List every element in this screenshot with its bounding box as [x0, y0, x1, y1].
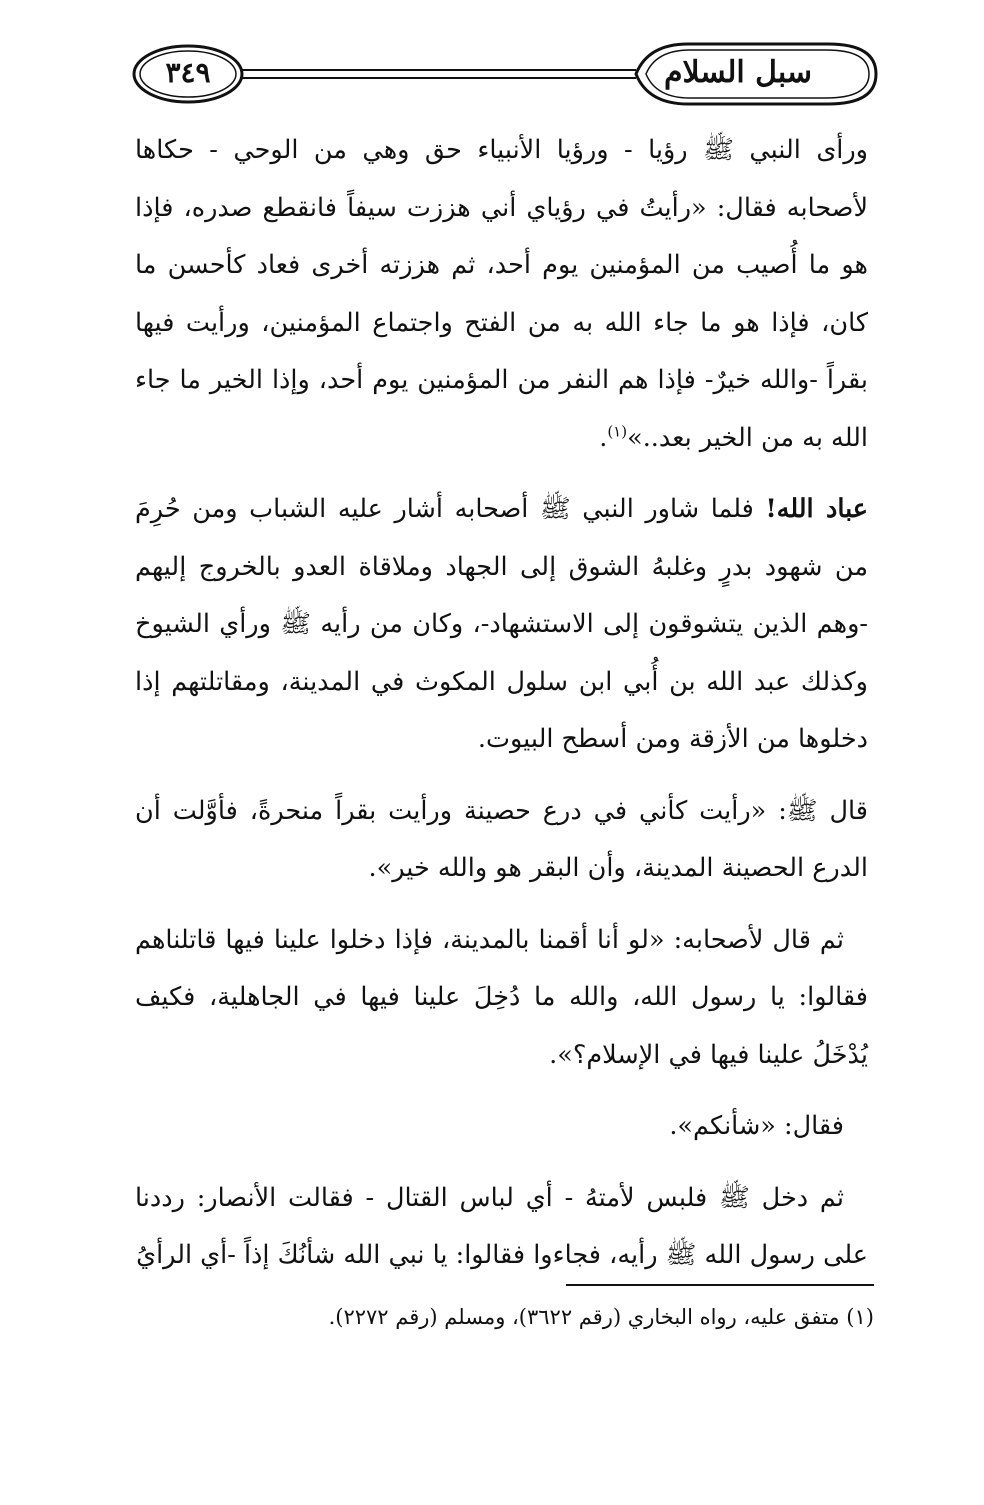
page-header	[128, 38, 880, 110]
paragraph	[135, 122, 868, 467]
paragraph	[135, 1170, 868, 1285]
paragraph-text: ورأى النبي ﷺ رؤيا - ورؤيا الأنبياء حق وهي من الوحي - حكاها لأصحابه فقال: «رأيتُ في رؤياي أني هززت سيفاً فانقطع صدره، فإذا هو ما أُصيب من المؤمنين يوم أحد، ثم هززته أخرى فعاد كأحسن ما كان، فإذا هو ما جاء الله به من الفتح واجتماع المؤمنين، ورأيت فيها بقراً -والله خيرٌ- فإذا هم النفر من المؤمنين يوم أحد، وإذا الخير ما جاء الله به من الخير بعد..»	[135, 135, 868, 453]
paragraph-text: ثم دخل ﷺ فلبس لأمتهُ - أي لباس القتال - فقالت الأنصار: رددنا على رسول الله ﷺ رأيه، فجاءوا فقالوا: يا نبي الله شأنُكَ إذاً -أي الرأيُ	[135, 1182, 868, 1270]
paragraph-text: قال ﷺ: «رأيت كأني في درع حصينة ورأيت بقراً منحرةً، فأوَّلت أن الدرع الحصينة المدينة، وأن البقر هو والله خير».	[135, 795, 868, 883]
main-text	[135, 122, 868, 1299]
footnote-reference[interactable]: (١)	[607, 422, 628, 440]
running-title: سبل السلام	[663, 55, 813, 90]
footnote: (١) متفق عليه، رواه البخاري (رقم ٣٦٢٢)، ومسلم (رقم ٢٢٧٢).	[328, 1305, 874, 1329]
page-number: ٣٤٩	[165, 56, 211, 89]
paragraph-text: ثم قال لأصحابه: «لو أنا أقمنا بالمدينة، فإذا دخلوا علينا فيها قاتلناهم فقالوا: يا رسول الله، والله ما دُخِلَ علينا فيها في الجاهلية، فكيف يُدْخَلُ علينا فيها في الإسلام؟».	[135, 924, 868, 1070]
paragraph	[135, 1098, 868, 1156]
paragraph	[135, 481, 868, 769]
paragraph-tail: .	[599, 422, 608, 453]
footnote-separator	[566, 1284, 874, 1286]
paragraph	[135, 783, 868, 898]
paragraph-text: فلما شاور النبي ﷺ أصحابه أشار عليه الشباب ومن حُرِمَ من شهود بدرٍ وغلبهُ الشوق إلى الجهاد وملاقاة العدو بالخروج إليهم -وهم الذين يتشوقون إلى الاستشهاد-، وكان من رأيه ﷺ ورأي الشيوخ وكذلك عبد الله بن أُبي ابن سلول المكوث في المدينة، ومقاتلتهم إذا دخلوها من الأزقة ومن أسطح البيوت.	[135, 494, 868, 754]
paragraph	[135, 912, 868, 1085]
paragraph-text: فقال: «شأنكم».	[669, 1111, 844, 1141]
paragraph-lead: عباد الله!	[765, 494, 869, 524]
